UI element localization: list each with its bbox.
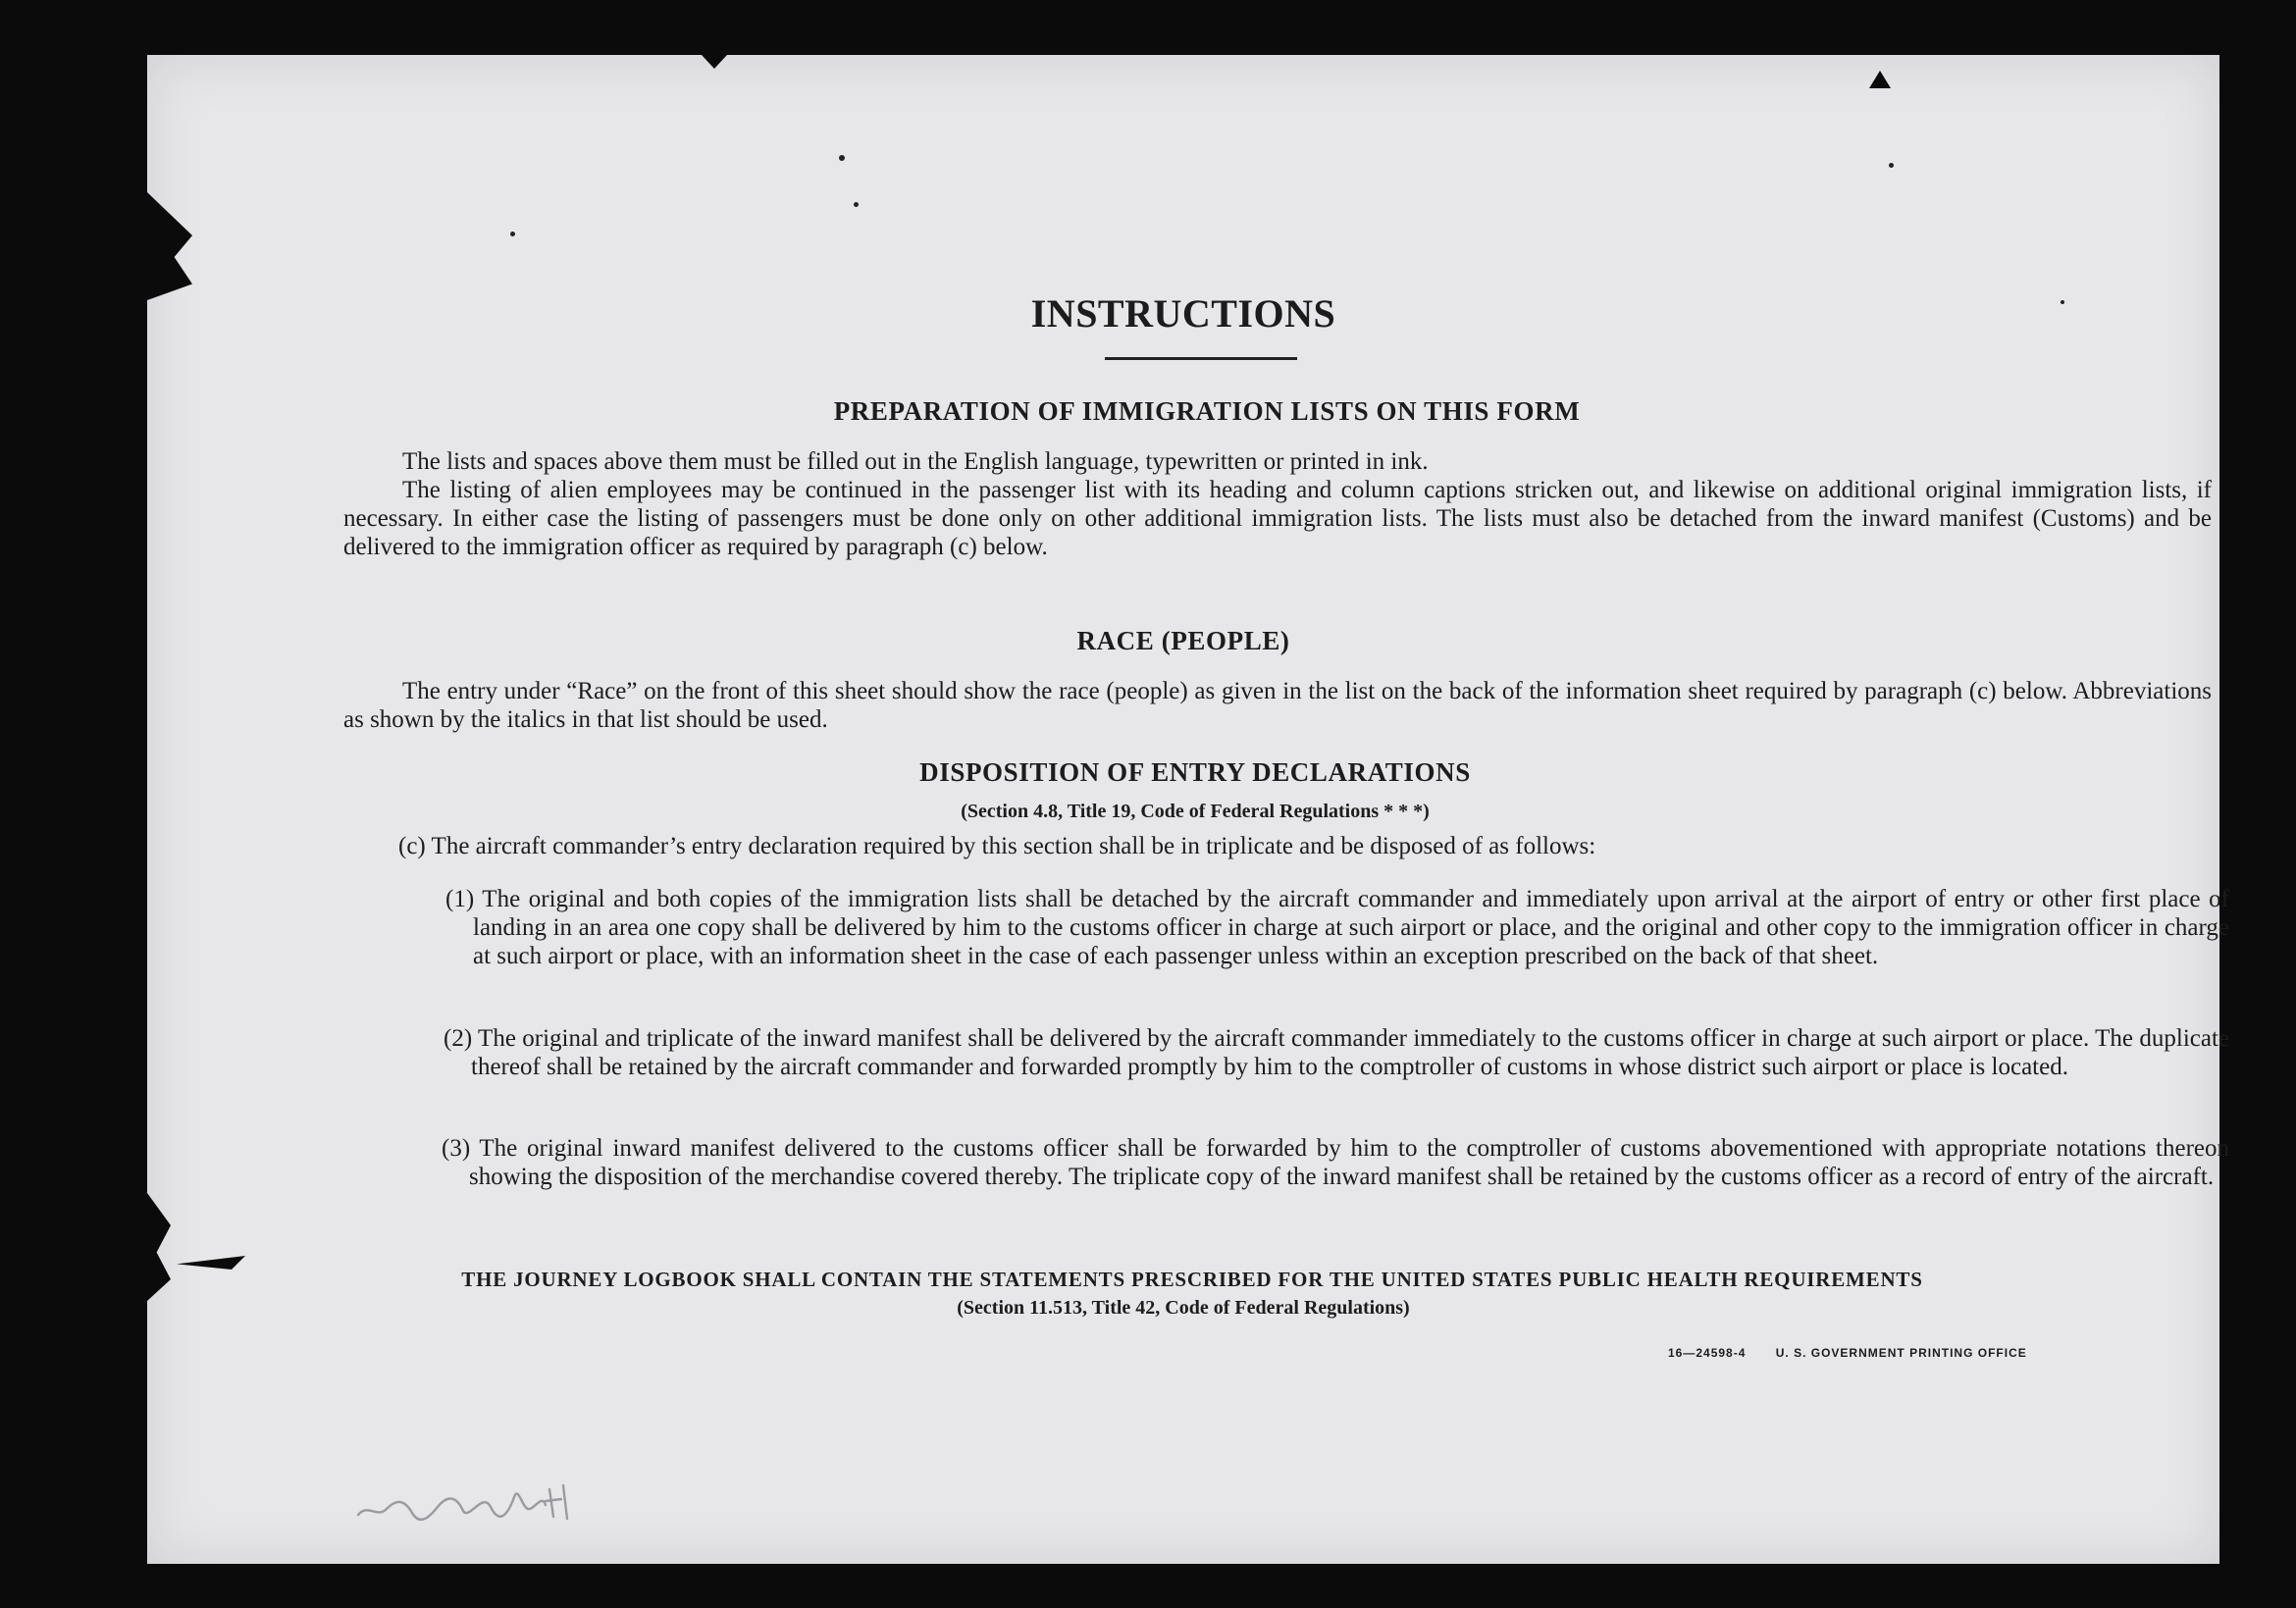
title-underline (1105, 357, 1297, 360)
printer-imprint: U. S. GOVERNMENT PRINTING OFFICE (1775, 1346, 2027, 1360)
disposition-item-3: (3) The original inward manifest delivered to the customs officer shall be forwarded by him to the comptroller of customs abovementioned with appropriate notations thereon showing the disposition of the merchandise covered thereby. The triplicate copy of the inward manifest shall be retained by the customs officer as a record of entry of the aircraft. (442, 1135, 2229, 1190)
disposition-item-2: (2) The original and triplicate of the inward manifest shall be delivered by the aircraft commander immediately to the customs officer in charge at such airport or place. The duplicate thereof shall be retained by the aircraft commander and forwarded promptly by him to the comptroller of customs in whose district such airport or place is located. (444, 1025, 2229, 1080)
paper-sheet (147, 55, 2229, 1564)
form-number: 16—24598-4 (1668, 1346, 1747, 1360)
race-paragraph (343, 677, 2212, 734)
public-health-citation: (Section 11.513, Title 42, Code of Federal Regulations) (957, 1297, 1410, 1319)
preparation-para-2: The listing of alien employees may be continued in the passenger list with its heading and column captions stricken out, and likewise on additional original immigration lists, if necessary. In either case the listing of passengers must be done only on other additional immigration lists. The lists must also be detached from the inward manifest (Customs) and be delivered to the immigration officer as required by paragraph (c) below. (343, 477, 2212, 560)
public-health-statement: THE JOURNEY LOGBOOK SHALL CONTAIN THE STATEMENTS PRESCRIBED FOR THE UNITED STATES PUBLIC HEALTH REQUIREMENTS (461, 1268, 1923, 1291)
race-para: The entry under “Race” on the front of this sheet should show the race (people) as given in the list on the back of the information sheet required by paragraph (c) below. Abbreviations as shown by the italics in that list should be used. (343, 678, 2212, 733)
preparation-paragraphs (343, 447, 2212, 561)
disposition-item-1: (1) The original and both copies of the immigration lists shall be detached by the aircraft commander and immediately upon arrival at the airport of entry or other first place of landing in an area one copy shall be delivered by him to the customs officer in charge at such airport or place, and the original and other copy to the immigration officer in charge at such airport or place, with an information sheet in the case of each passenger unless within an exception prescribed on the back of that sheet. (445, 886, 2229, 969)
race-heading: RACE (PEOPLE) (1076, 626, 1290, 655)
disposition-intro: (c) The aircraft commander’s entry declaration required by this section shall be in triplicate and be disposed of as follows: (398, 833, 1596, 859)
page-title: INSTRUCTIONS (1030, 291, 1336, 336)
preparation-heading: PREPARATION OF IMMIGRATION LISTS ON THIS FORM (833, 396, 1581, 426)
disposition-citation: (Section 4.8, Title 19, Code of Federal Regulations * * *) (961, 801, 1430, 822)
instructions-document (147, 55, 2229, 1564)
disposition-heading: DISPOSITION OF ENTRY DECLARATIONS (919, 757, 1471, 787)
handwritten-signature (353, 1468, 589, 1536)
preparation-para-1: The lists and spaces above them must be filled out in the English language, typewritten or printed in ink. (402, 448, 1429, 475)
print-code (1668, 1346, 2053, 1360)
